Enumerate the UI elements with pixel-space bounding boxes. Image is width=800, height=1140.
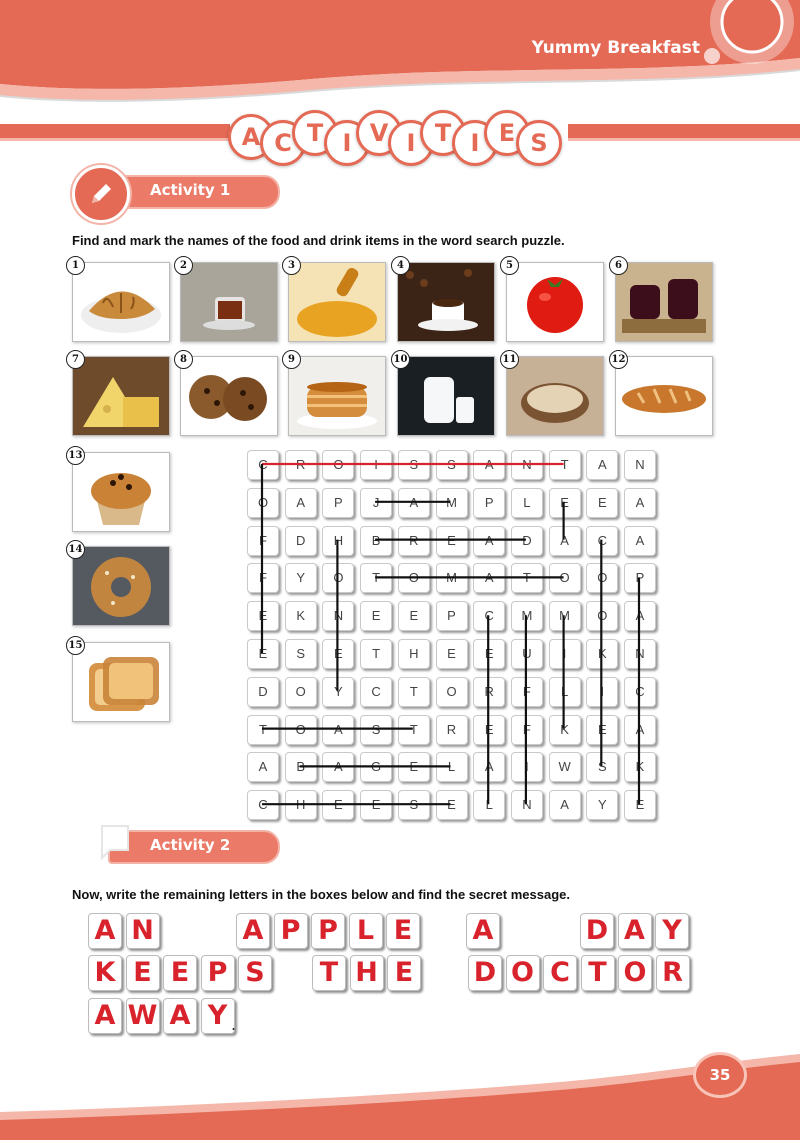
grid-cell[interactable]: E — [247, 639, 279, 669]
grid-cell[interactable]: S — [398, 790, 430, 820]
activities-letter: T — [292, 110, 338, 156]
activities-letter: E — [484, 110, 530, 156]
grid-cell[interactable]: D — [511, 526, 543, 556]
grid-cell[interactable]: W — [549, 752, 581, 782]
grid-cell[interactable]: A — [247, 752, 279, 782]
activities-letter: I — [388, 120, 434, 166]
grid-cell[interactable]: T — [247, 715, 279, 745]
activities-letter: V — [356, 110, 402, 156]
message-letter-tile: E — [163, 955, 197, 991]
photo-number: 7 — [66, 350, 85, 369]
grid-cell[interactable]: N — [511, 450, 543, 480]
honey-photo — [288, 262, 386, 342]
pencil-icon — [72, 165, 130, 223]
message-letter-tile: D — [468, 955, 502, 991]
grid-cell[interactable]: O — [398, 563, 430, 593]
grid-cell[interactable]: F — [511, 677, 543, 707]
photo-number: 4 — [391, 256, 410, 275]
header-title: Yummy Breakfast — [531, 38, 700, 58]
photo-number: 10 — [391, 350, 410, 369]
activity-2-header — [108, 830, 280, 864]
message-letter-tile: Y — [655, 913, 689, 949]
grid-cell[interactable]: L — [473, 790, 505, 820]
activities-letter: T — [420, 110, 466, 156]
grid-cell[interactable]: E — [360, 601, 392, 631]
grid-cell[interactable]: N — [322, 601, 354, 631]
grid-cell[interactable]: A — [586, 450, 618, 480]
grid-cell[interactable]: G — [360, 752, 392, 782]
grid-cell[interactable]: A — [322, 752, 354, 782]
page-number: 35 — [693, 1052, 747, 1098]
photo-number: 14 — [66, 540, 85, 559]
message-letter-tile: T — [581, 955, 615, 991]
activity-1-instruction: Find and mark the names of the food and drink items in the word search puzzle. — [72, 233, 565, 248]
grid-cell[interactable]: E — [247, 601, 279, 631]
grid-cell[interactable]: K — [285, 601, 317, 631]
message-letter-tile: A — [236, 913, 270, 949]
photo-number: 2 — [174, 256, 193, 275]
grid-cell[interactable]: U — [511, 639, 543, 669]
photo-number: 3 — [282, 256, 301, 275]
grid-cell[interactable]: L — [436, 752, 468, 782]
grid-cell[interactable]: P — [473, 488, 505, 518]
activities-letter: I — [452, 120, 498, 166]
message-letter-tile: W — [126, 998, 160, 1034]
grid-cell[interactable]: I — [586, 677, 618, 707]
photo-number: 12 — [609, 350, 628, 369]
photo-number: 9 — [282, 350, 301, 369]
coffee-photo — [397, 262, 495, 342]
grid-cell[interactable]: A — [549, 526, 581, 556]
grid-cell[interactable]: D — [247, 677, 279, 707]
photo-number: 13 — [66, 446, 85, 465]
grid-cell[interactable]: E — [586, 488, 618, 518]
message-letter-tile: A — [466, 913, 500, 949]
message-letter-tile: R — [656, 955, 690, 991]
cheese-photo — [72, 356, 170, 436]
muffin-photo — [72, 452, 170, 532]
grid-cell[interactable]: K — [549, 715, 581, 745]
grid-cell[interactable]: T — [549, 450, 581, 480]
grid-cell[interactable]: I — [360, 450, 392, 480]
grid-cell[interactable]: O — [247, 488, 279, 518]
grid-cell[interactable]: T — [360, 563, 392, 593]
grid-cell[interactable]: K — [586, 639, 618, 669]
grid-cell[interactable]: T — [398, 715, 430, 745]
bread-photo — [615, 356, 713, 436]
grid-cell[interactable]: E — [586, 715, 618, 745]
grid-cell[interactable]: L — [549, 677, 581, 707]
activities-letter: A — [228, 114, 274, 160]
message-letter-tile: H — [350, 955, 384, 991]
photo-number: 11 — [500, 350, 519, 369]
message-letter-tile: N — [126, 913, 160, 949]
grid-cell[interactable]: E — [436, 639, 468, 669]
message-letter-tile: T — [312, 955, 346, 991]
message-letter-tile: C — [543, 955, 577, 991]
grid-cell[interactable]: A — [624, 715, 656, 745]
grid-cell[interactable]: F — [247, 563, 279, 593]
message-letter-tile: A — [163, 998, 197, 1034]
grid-cell[interactable]: L — [511, 488, 543, 518]
grid-cell[interactable]: S — [398, 450, 430, 480]
grid-cell[interactable]: O — [549, 563, 581, 593]
grid-cell[interactable]: A — [624, 526, 656, 556]
message-letter-tile: K — [88, 955, 122, 991]
grid-cell[interactable]: O — [285, 715, 317, 745]
milk-photo — [397, 356, 495, 436]
grid-cell[interactable]: N — [624, 450, 656, 480]
message-letter-tile: S — [238, 955, 272, 991]
message-letter-tile: P — [274, 913, 308, 949]
grid-cell[interactable]: F — [247, 526, 279, 556]
message-letter-tile: O — [618, 955, 652, 991]
grid-cell[interactable]: D — [285, 526, 317, 556]
activity-2-label: Activity 2 — [150, 836, 231, 854]
grid-cell[interactable]: A — [322, 715, 354, 745]
activities-title — [228, 106, 568, 166]
grid-cell[interactable]: Y — [285, 563, 317, 593]
grid-cell[interactable]: O — [586, 601, 618, 631]
grid-cell[interactable]: E — [436, 526, 468, 556]
grid-cell[interactable]: C — [360, 677, 392, 707]
message-letter-tile: E — [387, 955, 421, 991]
message-letter-tile: P — [311, 913, 345, 949]
grid-cell[interactable]: E — [398, 752, 430, 782]
grid-cell[interactable]: A — [624, 488, 656, 518]
photo-number: 8 — [174, 350, 193, 369]
grid-cell[interactable]: S — [285, 639, 317, 669]
grid-cell[interactable]: R — [473, 677, 505, 707]
grid-cell[interactable]: A — [398, 488, 430, 518]
grid-cell[interactable]: S — [436, 450, 468, 480]
grid-cell[interactable]: C — [473, 601, 505, 631]
grid-cell[interactable]: C — [247, 450, 279, 480]
message-letter-tile: L — [349, 913, 383, 949]
grid-cell[interactable]: B — [285, 752, 317, 782]
grid-cell[interactable]: S — [360, 715, 392, 745]
bagel-photo — [72, 546, 170, 626]
message-letter-tile: E — [126, 955, 160, 991]
grid-cell[interactable]: E — [398, 601, 430, 631]
speech-bubble-icon — [96, 822, 132, 862]
message-letter-tile: A — [88, 998, 122, 1034]
message-letter-tile: A — [618, 913, 652, 949]
tea-photo — [180, 262, 278, 342]
grid-cell[interactable]: H — [285, 790, 317, 820]
grid-cell[interactable]: A — [549, 790, 581, 820]
tomato-photo — [506, 262, 604, 342]
grid-cell[interactable]: R — [285, 450, 317, 480]
grid-cell[interactable]: I — [511, 752, 543, 782]
message-letter-tile: O — [506, 955, 540, 991]
grid-cell[interactable]: E — [322, 790, 354, 820]
footer-wave — [0, 1040, 800, 1140]
grid-cell[interactable]: A — [285, 488, 317, 518]
message-letter-tile: Y — [201, 998, 235, 1034]
grid-cell[interactable]: A — [473, 563, 505, 593]
message-letter-tile: D — [580, 913, 614, 949]
message-end-mark: . — [231, 1015, 237, 1034]
grid-cell[interactable]: C — [624, 677, 656, 707]
grid-cell[interactable]: O — [322, 563, 354, 593]
grid-cell[interactable]: O — [436, 677, 468, 707]
photo-number: 15 — [66, 636, 85, 655]
grid-cell[interactable]: C — [247, 790, 279, 820]
grid-cell[interactable]: Y — [586, 790, 618, 820]
grid-cell[interactable]: M — [549, 601, 581, 631]
grid-cell[interactable]: O — [322, 450, 354, 480]
grid-cell[interactable]: C — [586, 526, 618, 556]
grid-cell[interactable]: T — [360, 639, 392, 669]
grid-cell[interactable]: O — [285, 677, 317, 707]
photo-number: 1 — [66, 256, 85, 275]
photo-number: 5 — [500, 256, 519, 275]
activities-letter: C — [260, 120, 306, 166]
grid-cell[interactable]: M — [436, 563, 468, 593]
activities-stripe-right — [568, 124, 800, 141]
grid-cell[interactable]: R — [398, 526, 430, 556]
grid-cell[interactable]: M — [436, 488, 468, 518]
grid-cell[interactable]: R — [436, 715, 468, 745]
grid-cell[interactable]: H — [322, 526, 354, 556]
grid-cell[interactable]: A — [473, 526, 505, 556]
grid-cell[interactable]: J — [360, 488, 392, 518]
grid-cell[interactable]: E — [549, 488, 581, 518]
grid-cell[interactable]: A — [473, 450, 505, 480]
grid-cell[interactable]: N — [624, 639, 656, 669]
grid-cell[interactable]: F — [511, 715, 543, 745]
grid-cell[interactable]: T — [398, 677, 430, 707]
activity-1-label: Activity 1 — [150, 181, 231, 199]
grid-cell[interactable]: Y — [322, 677, 354, 707]
grid-cell[interactable]: P — [436, 601, 468, 631]
grid-cell[interactable]: E — [360, 790, 392, 820]
grid-cell[interactable]: A — [624, 601, 656, 631]
toast-photo — [72, 642, 170, 722]
grid-cell[interactable]: P — [322, 488, 354, 518]
grid-cell[interactable]: E — [473, 715, 505, 745]
grid-cell[interactable]: S — [586, 752, 618, 782]
croissant-photo — [72, 262, 170, 342]
message-letter-tile: A — [88, 913, 122, 949]
grid-cell[interactable]: T — [511, 563, 543, 593]
grid-cell[interactable]: H — [398, 639, 430, 669]
grid-cell[interactable]: E — [624, 790, 656, 820]
grid-cell[interactable]: M — [511, 601, 543, 631]
oatmeal-photo — [506, 356, 604, 436]
grid-cell[interactable]: P — [624, 563, 656, 593]
grid-cell[interactable]: K — [624, 752, 656, 782]
grid-cell[interactable]: E — [473, 639, 505, 669]
activities-stripe-left — [0, 124, 230, 141]
grid-cell[interactable]: A — [473, 752, 505, 782]
activities-letter: I — [324, 120, 370, 166]
message-letter-tile: P — [201, 955, 235, 991]
cookies-photo — [180, 356, 278, 436]
jam-photo — [615, 262, 713, 342]
activities-letter: S — [516, 120, 562, 166]
grid-cell[interactable]: O — [586, 563, 618, 593]
grid-cell[interactable]: E — [436, 790, 468, 820]
photo-number: 6 — [609, 256, 628, 275]
pancakes-photo — [288, 356, 386, 436]
grid-cell[interactable]: E — [322, 639, 354, 669]
grid-cell[interactable]: I — [549, 639, 581, 669]
grid-cell[interactable]: N — [511, 790, 543, 820]
message-letter-tile: E — [386, 913, 420, 949]
activity-2-instruction: Now, write the remaining letters in the boxes below and find the secret message. — [72, 887, 570, 902]
grid-cell[interactable]: B — [360, 526, 392, 556]
